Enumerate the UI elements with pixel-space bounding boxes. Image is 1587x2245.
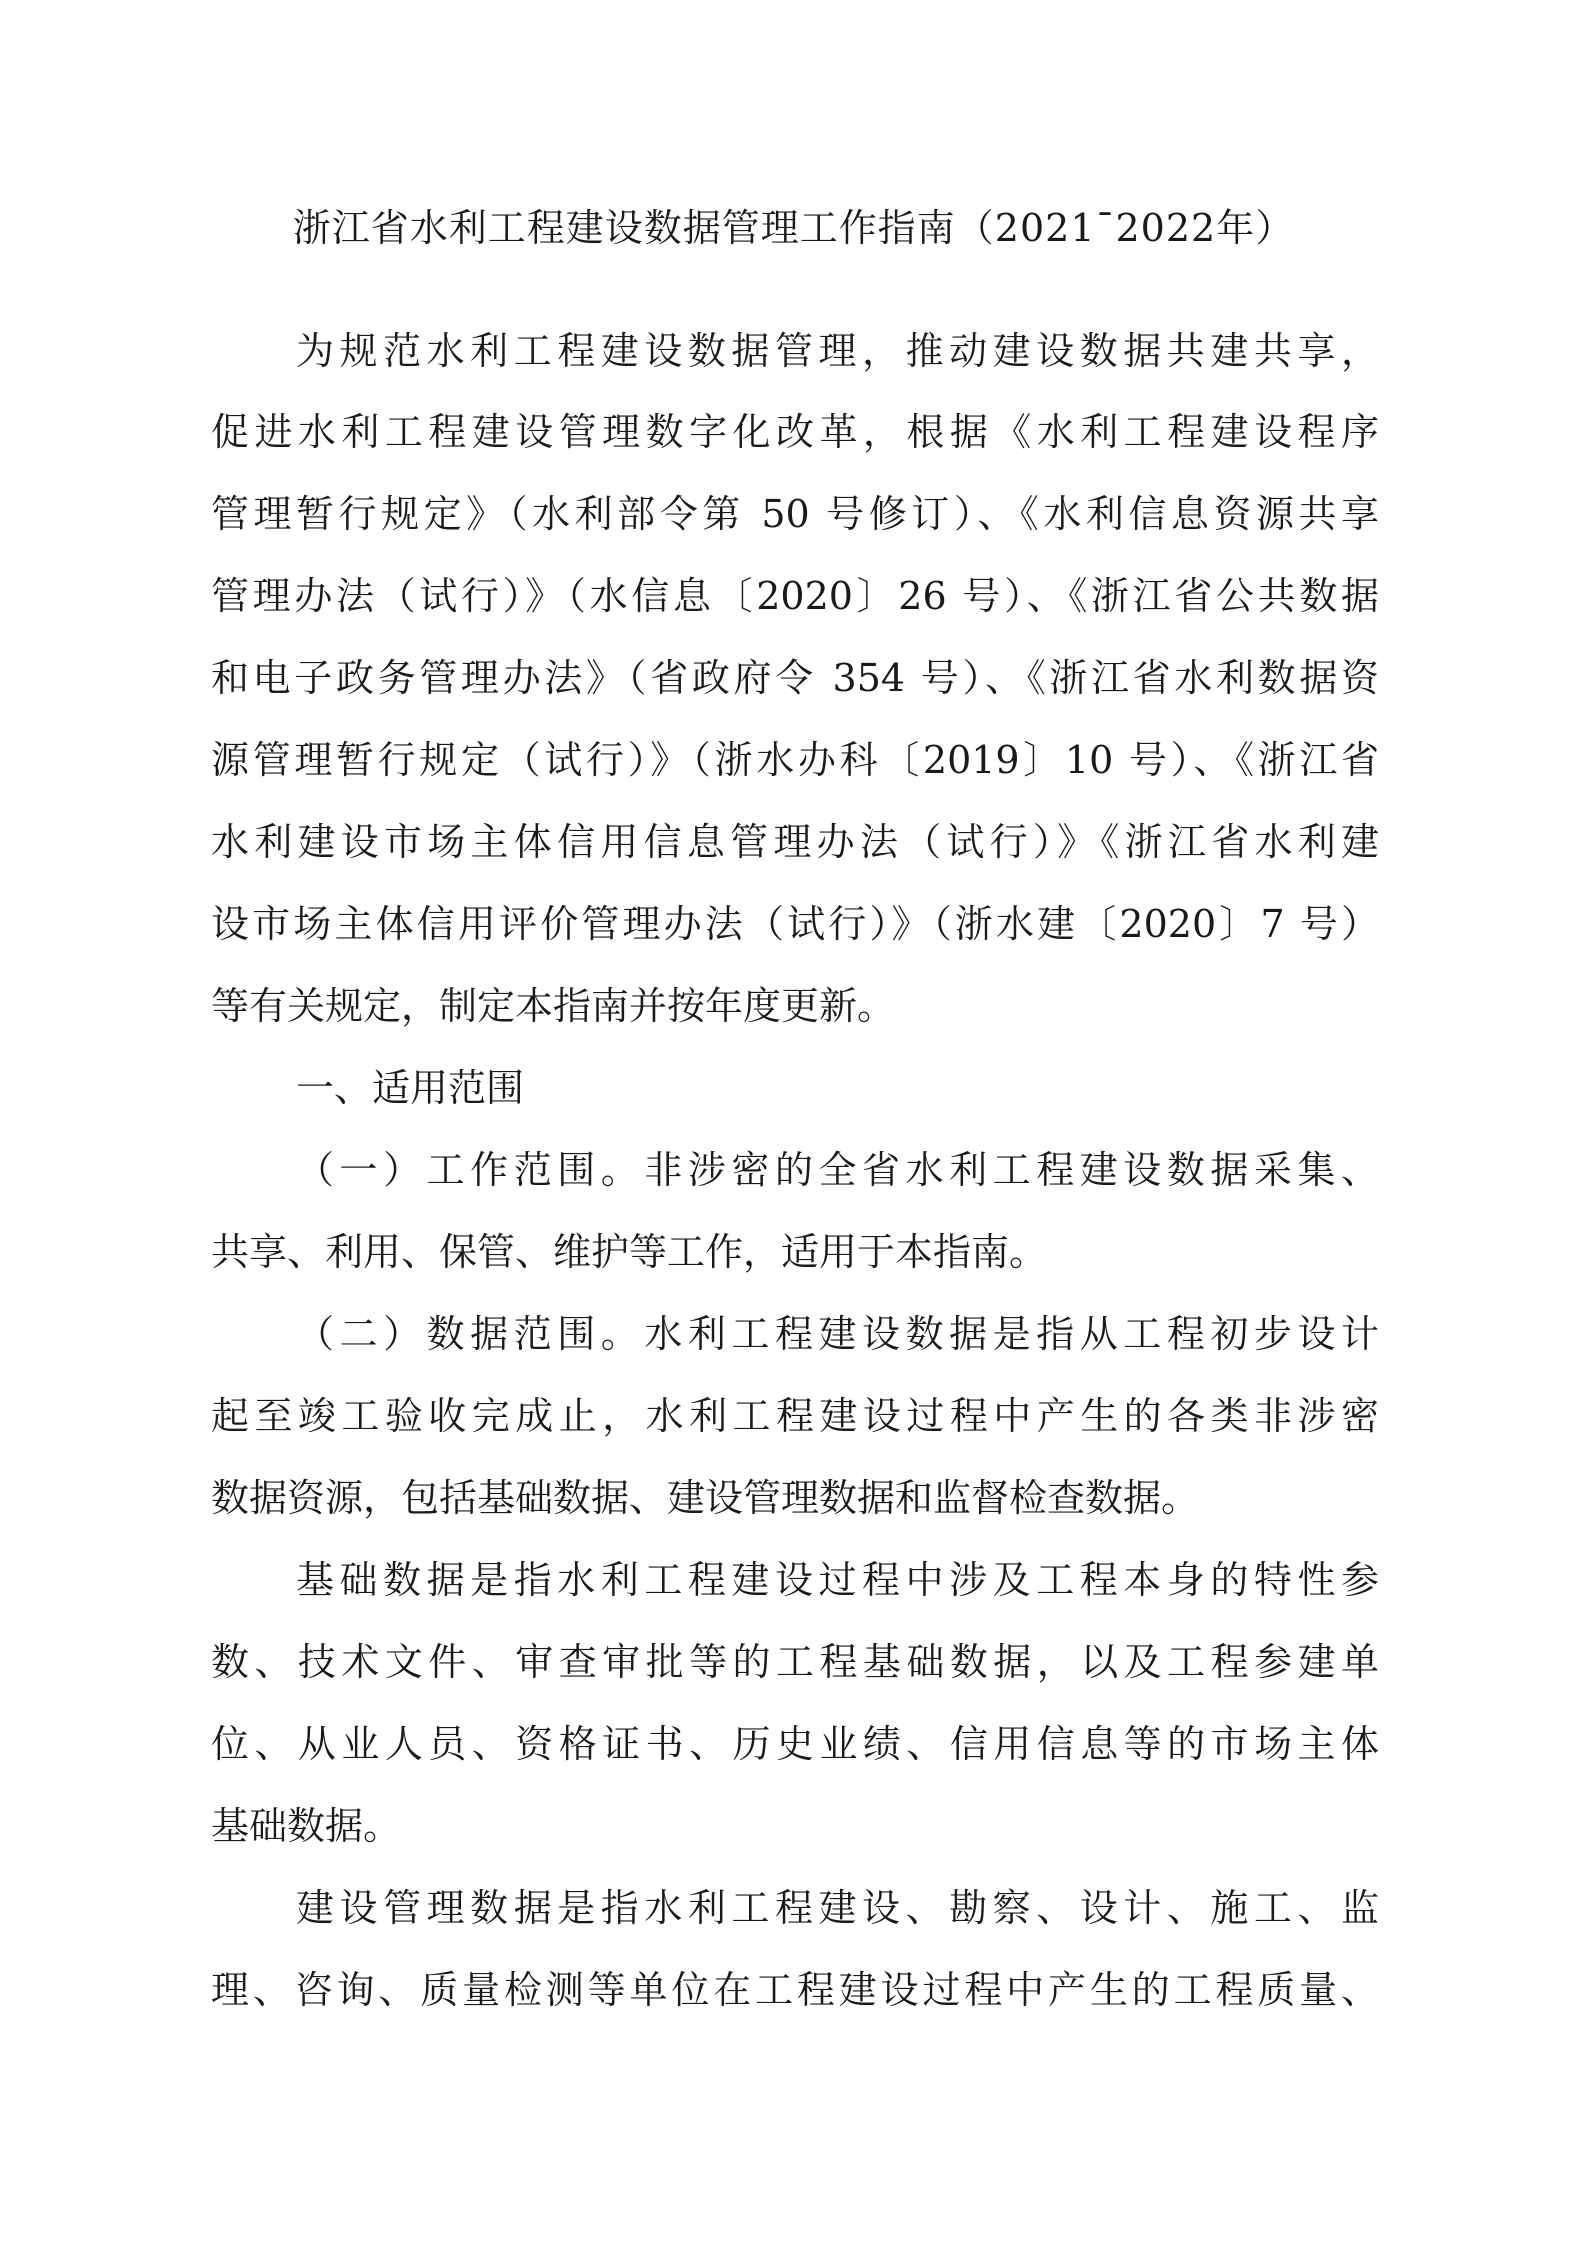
document-title: 浙江省水利工程建设数据管理工作指南（2021¯2022年）	[292, 206, 1295, 250]
paragraph-line: 起至竣工验收完成止，水利工程建设过程中产生的各类非涉密	[211, 1394, 1379, 1438]
paragraph-line: 共享、利用、保管、维护等工作，适用于本指南。	[211, 1230, 1048, 1274]
paragraph-line: 水利建设市场主体信用信息管理办法（试行）》《浙江省水利建	[211, 820, 1379, 864]
paragraph-line: 管理办法（试行）》（水信息〔2020〕26 号）、《浙江省公共数据	[211, 574, 1379, 618]
paragraph-line: 数、技术文件、审查审批等的工程基础数据，以及工程参建单	[211, 1640, 1379, 1684]
paragraph-line: 基础数据是指水利工程建设过程中涉及工程本身的特性参	[296, 1558, 1379, 1602]
paragraph-line: 设市场主体信用评价管理办法（试行）》（浙水建〔2020〕7 号）	[211, 902, 1379, 946]
paragraph-line: 为规范水利工程建设数据管理，推动建设数据共建共享，	[296, 329, 1379, 373]
paragraph-line: 等有关规定，制定本指南并按年度更新。	[211, 984, 896, 1028]
paragraph-line: 位、从业人员、资格证书、历史业绩、信用信息等的市场主体	[211, 1722, 1379, 1766]
paragraph-line: 建设管理数据是指水利工程建设、勘察、设计、施工、监	[296, 1886, 1379, 1930]
paragraph-line: 源管理暂行规定（试行）》（浙水办科〔2019〕10 号）、《浙江省	[211, 738, 1379, 782]
paragraph-line: （一）工作范围。非涉密的全省水利工程建设数据采集、	[296, 1148, 1379, 1192]
paragraph-line: 基础数据。	[211, 1804, 402, 1848]
paragraph-line: 促进水利工程建设管理数字化改革，根据《水利工程建设程序	[211, 410, 1379, 454]
paragraph-line: 数据资源，包括基础数据、建设管理数据和监督检查数据。	[211, 1476, 1200, 1520]
paragraph-line: 管理暂行规定》（水利部令第 50 号修订）、《水利信息资源共享	[211, 492, 1379, 536]
section-heading: 一、适用范围	[296, 1066, 525, 1110]
paragraph-line: 和电子政务管理办法》（省政府令 354 号）、《浙江省水利数据资	[211, 656, 1379, 700]
paragraph-line: 理、咨询、质量检测等单位在工程建设过程中产生的工程质量、	[211, 1968, 1379, 2012]
paragraph-line: （二）数据范围。水利工程建设数据是指从工程初步设计	[296, 1312, 1379, 1356]
